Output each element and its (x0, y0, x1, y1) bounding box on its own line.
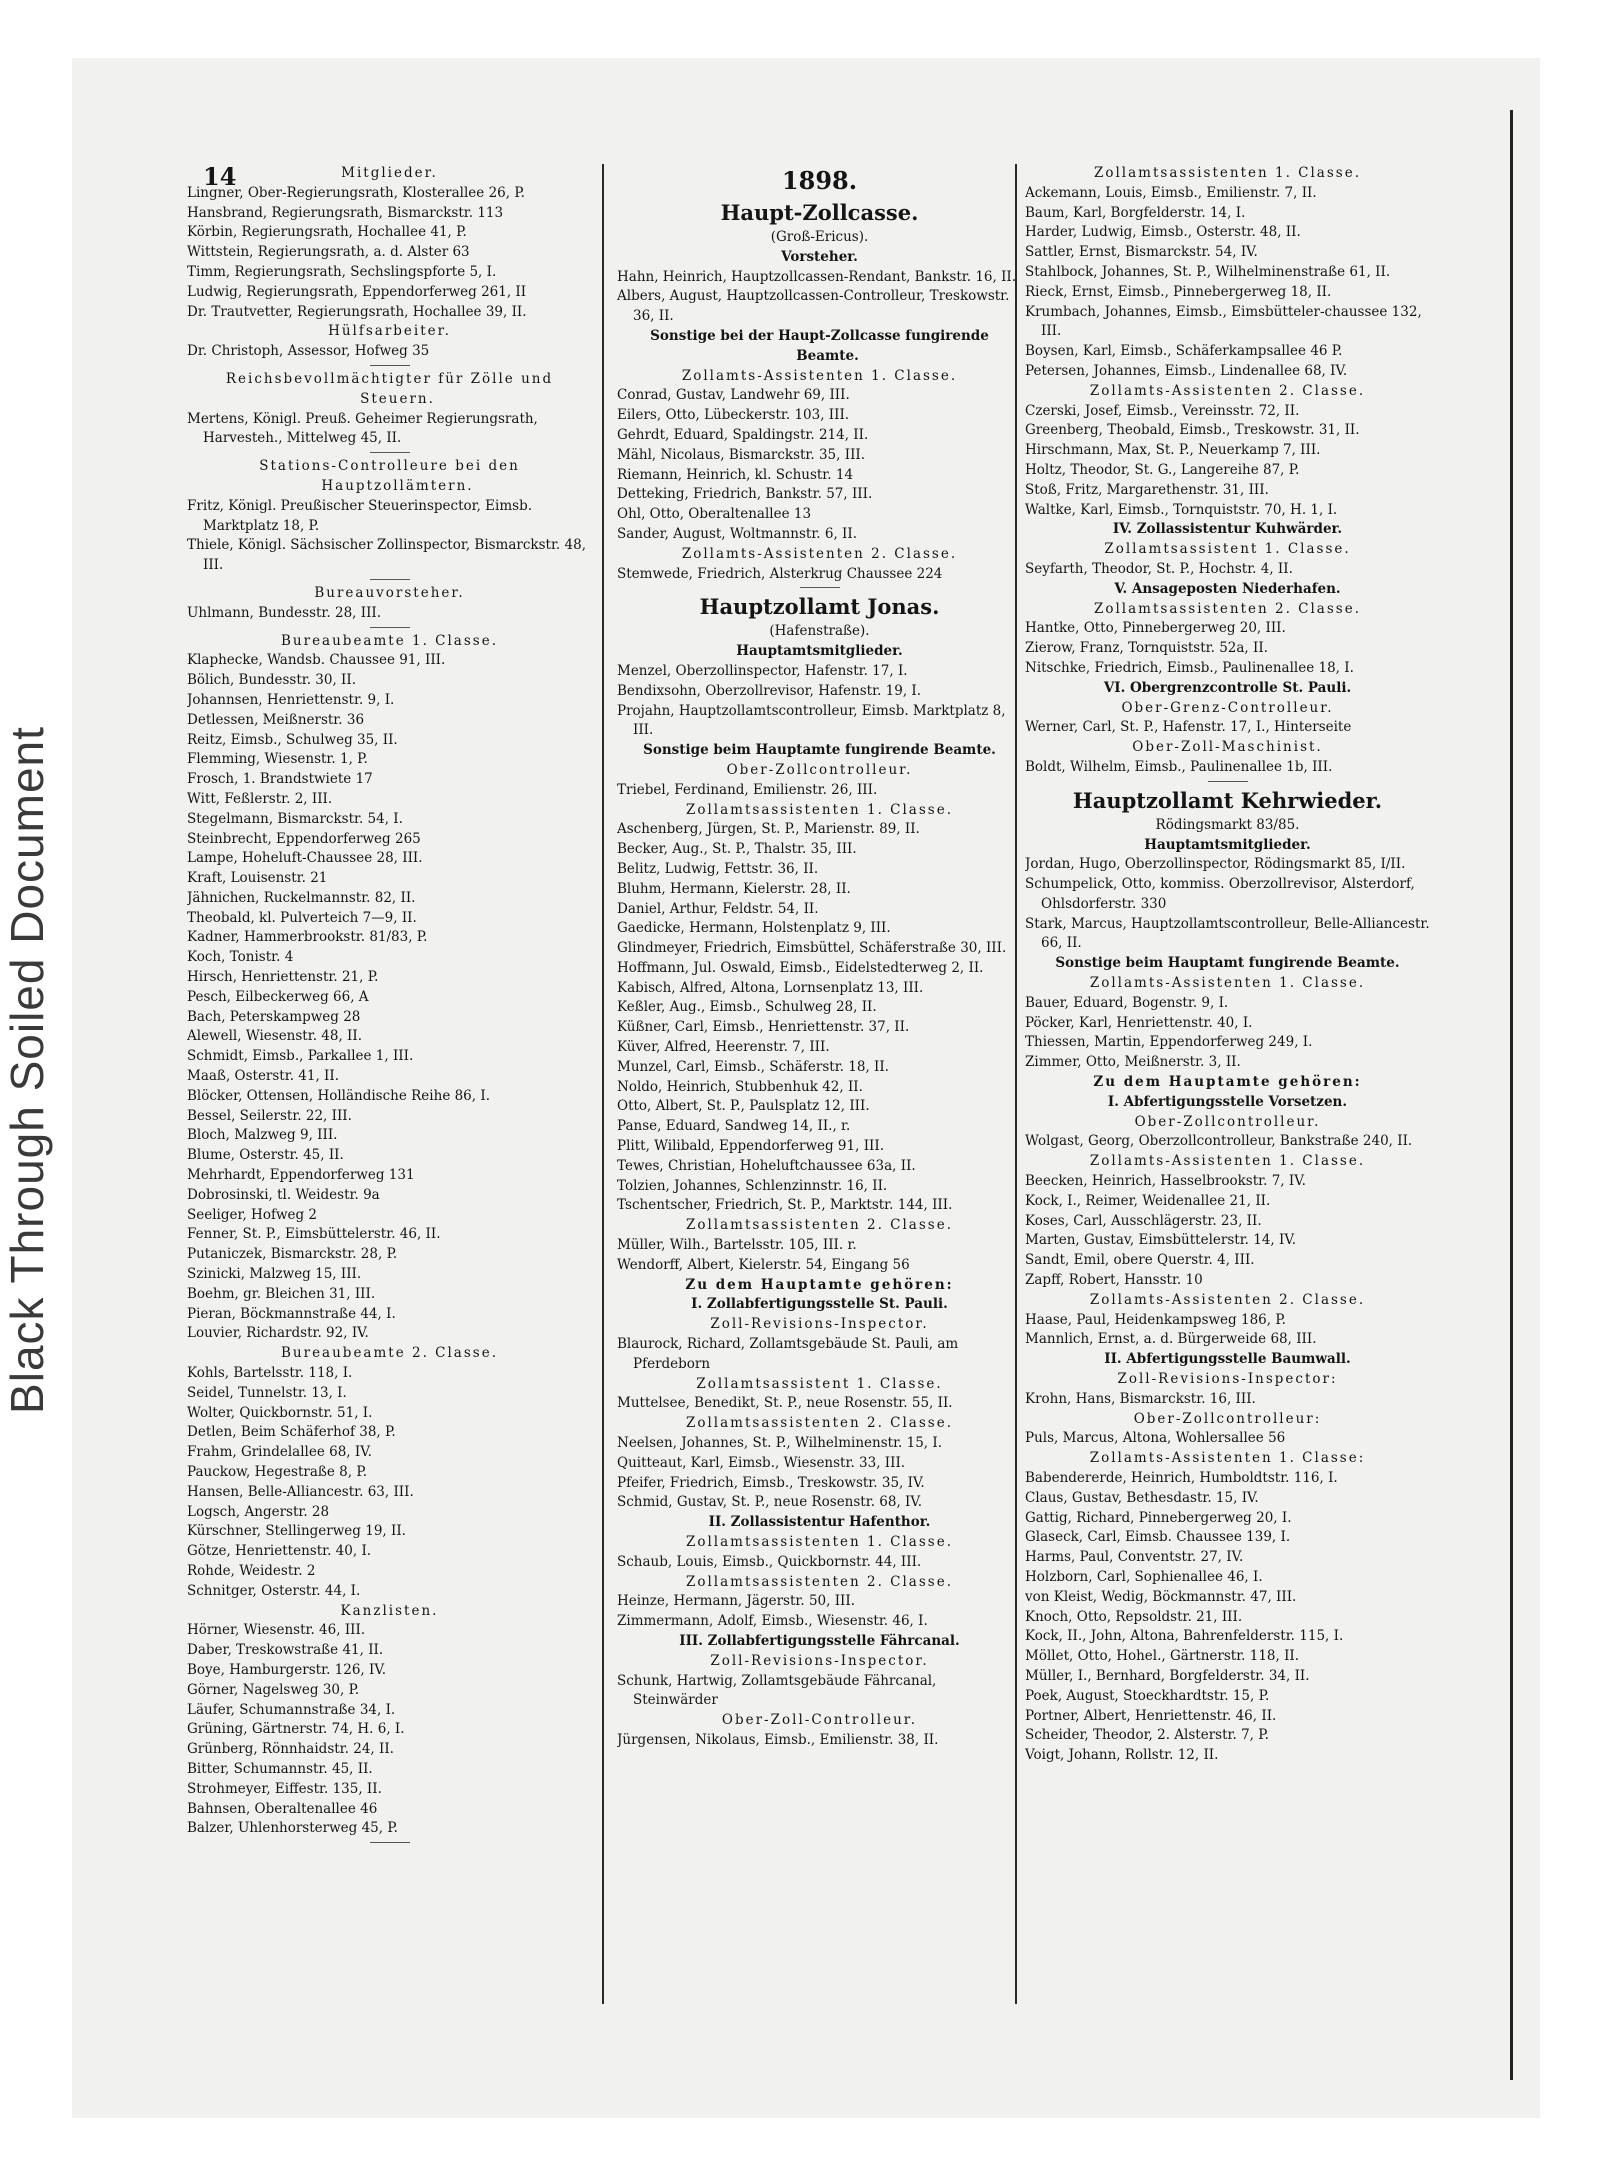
directory-entry: Ludwig, Regierungsrath, Eppendorferweg 261, II (187, 283, 527, 300)
directory-entry: Stark, Marcus, Hauptzollamtscontrolleur, Belle-Alliancestr. 66, II. (1025, 915, 1430, 952)
directory-entry: Glindmeyer, Friedrich, Eimsbüttel, Schäferstraße 30, III. (617, 940, 1007, 957)
directory-entry: Eilers, Otto, Lübeckerstr. 103, III. (617, 407, 850, 424)
directory-entry: Sattler, Ernst, Bismarckstr. 54, IV. (1025, 244, 1258, 261)
directory-entry: Jordan, Hugo, Oberzollinspector, Rödingsmarkt 85, I/II. (1025, 856, 1406, 873)
directory-entry: Voigt, Johann, Rollstr. 12, II. (1025, 1747, 1219, 1764)
directory-entry: Tolzien, Johannes, Schlenzinnstr. 16, II. (617, 1177, 888, 1194)
directory-entry: Kock, I., Reimer, Weidenallee 21, II. (1025, 1192, 1271, 1209)
directory-entry: Gattig, Richard, Pinnebergerweg 20, I. (1025, 1509, 1292, 1526)
directory-entry: Becker, Aug., St. P., Thalstr. 35, III. (617, 841, 857, 858)
directory-entry: Rieck, Ernst, Eimsb., Pinnebergerweg 18, II. (1025, 283, 1332, 300)
directory-entry: Noldo, Heinrich, Stubbenhuk 42, II. (617, 1078, 863, 1095)
directory-entry: Beecken, Heinrich, Hasselbrookstr. 7, IV. (1025, 1173, 1306, 1190)
directory-entry: Hantke, Otto, Pinnebergerweg 20, III. (1025, 620, 1286, 637)
directory-entry: Hirsch, Henriettenstr. 21, P. (187, 969, 379, 986)
section-divider (370, 452, 410, 453)
directory-entry: Steinbrecht, Eppendorferweg 265 (187, 830, 421, 847)
directory-entry: Strohmeyer, Eiffestr. 135, II. (187, 1780, 382, 1797)
directory-entry: Reitz, Eimsb., Schulweg 35, II. (187, 731, 398, 748)
directory-entry: Läufer, Schumannstraße 34, I. (187, 1701, 396, 1718)
directory-entry: Klaphecke, Wandsb. Chaussee 91, III. (187, 652, 446, 669)
directory-entry: Maaß, Osterstr. 41, II. (187, 1068, 340, 1085)
directory-entry: Johannsen, Henriettenstr. 9, I. (187, 691, 395, 708)
subsection-heading: Zollamts-Assistenten 1. Classe: (1089, 1450, 1366, 1467)
directory-entry: Panse, Eduard, Sandweg 14, II., r. (617, 1118, 851, 1135)
directory-entry: Claus, Gustav, Bethesdastr. 15, IV. (1025, 1489, 1259, 1506)
directory-entry: Pfeifer, Friedrich, Eimsb., Treskowstr. 35, IV. (617, 1474, 925, 1491)
section-heading: Sonstige bei der Haupt-Zollcasse fungirende Beamte. (650, 327, 989, 364)
directory-entry: Czerski, Josef, Eimsb., Vereinsstr. 72, II. (1025, 402, 1300, 419)
text-column-right (1025, 164, 1430, 2084)
subsection-heading: Bureauvorsteher. (314, 584, 465, 601)
directory-entry: Blöcker, Ottensen, Holländische Reihe 86, I. (187, 1087, 490, 1104)
directory-entry: Otto, Albert, St. P., Paulsplatz 12, III. (617, 1098, 870, 1115)
directory-entry: von Kleist, Wedig, Böckmannstr. 47, III. (1025, 1588, 1297, 1605)
subsection-heading: Zollamtsassistenten 2. Classe. (685, 1573, 953, 1590)
directory-entry: Alewell, Wiesenstr. 48, II. (187, 1028, 362, 1045)
directory-entry: Grünberg, Rönnhaidstr. 24, II. (187, 1741, 394, 1758)
directory-entry: Mähl, Nicolaus, Bismarckstr. 35, III. (617, 446, 866, 463)
subsection-heading: Zollamts-Assistenten 2. Classe. (1089, 1291, 1366, 1308)
subsection-heading: Zollamtsassistenten 2. Classe. (685, 1415, 953, 1432)
directory-entry: Ackemann, Louis, Eimsb., Emilienstr. 7, II. (1025, 184, 1317, 201)
directory-entry: Schmid, Gustav, St. P., neue Rosenstr. 68, IV. (617, 1494, 923, 1511)
directory-entry: Theobald, kl. Pulverteich 7—9, II. (187, 909, 417, 926)
directory-entry: Wolgast, Georg, Oberzollcontrolleur, Bankstraße 240, II. (1025, 1133, 1413, 1150)
directory-entry: Boye, Hamburgerstr. 126, IV. (187, 1661, 387, 1678)
directory-entry: Aschenberg, Jürgen, St. P., Marienstr. 89, II. (617, 821, 920, 838)
office-heading: Hauptzollamt Kehrwieder. (1072, 787, 1383, 813)
directory-entry: Thiessen, Martin, Eppendorferweg 249, I. (1025, 1034, 1313, 1051)
directory-entry: Krohn, Hans, Bismarckstr. 16, III. (1025, 1390, 1256, 1407)
subsection-heading: Ober-Zollcontrolleur: (1133, 1410, 1322, 1427)
directory-entry: Kohls, Bartelsstr. 118, I. (187, 1365, 353, 1382)
directory-entry: Witt, Feßlerstr. 2, III. (187, 790, 333, 807)
directory-entry: Muttelsee, Benedikt, St. P., neue Rosenstr. 55, II. (617, 1395, 953, 1412)
directory-entry: Frahm, Grindelallee 68, IV. (187, 1444, 372, 1461)
directory-entry: Hahn, Heinrich, Hauptzollcassen-Rendant, Bankstr. 16, II. (617, 268, 1017, 285)
subsection-heading: (Hafenstraße). (769, 623, 870, 640)
directory-entry: Rohde, Weidestr. 2 (187, 1562, 316, 1579)
subsection-heading: Ober-Grenz-Controlleur. (1121, 699, 1334, 716)
directory-entry: Petersen, Johannes, Eimsb., Lindenallee 68, IV. (1025, 362, 1348, 379)
directory-entry: Bluhm, Hermann, Kielerstr. 28, II. (617, 880, 851, 897)
section-heading: Sonstige beim Hauptamt fungirende Beamte. (1055, 955, 1400, 972)
directory-entry: Bitter, Schumannstr. 45, II. (187, 1760, 373, 1777)
subsection-heading: Zollamts-Assistenten 1. Classe. (681, 367, 958, 384)
page-edge-rule (1510, 110, 1513, 2080)
subsection-heading: Zollamtsassistenten 1. Classe. (1093, 165, 1361, 181)
section-heading: I. Zollabfertigungsstelle St. Pauli. (691, 1296, 948, 1313)
subsection-heading: Zollamts-Assistenten 1. Classe. (1089, 1153, 1366, 1170)
directory-entry: Jürgensen, Nikolaus, Eimsb., Emilienstr. 38, II. (617, 1731, 939, 1748)
directory-entry: Sander, August, Woltmannstr. 6, II. (617, 525, 857, 542)
subsection-heading: Reichsbevollmächtigter für Zölle und Steuern. (225, 370, 554, 407)
directory-entry: Seyfarth, Theodor, St. P., Hochstr. 4, II. (1025, 560, 1293, 577)
directory-entry: Portner, Albert, Henriettenstr. 46, II. (1025, 1707, 1277, 1724)
subsection-heading: Zollamtsassistenten 1. Classe. (685, 1534, 953, 1550)
directory-entry: Pöcker, Karl, Henriettenstr. 40, I. (1025, 1014, 1253, 1031)
directory-entry: Heinze, Hermann, Jägerstr. 50, III. (617, 1593, 855, 1610)
directory-entry: Wittstein, Regierungsrath, a. d. Alster 63 (187, 244, 470, 261)
directory-entry: Pieran, Böckmannstraße 44, I. (187, 1305, 396, 1322)
directory-entry: Greenberg, Theobald, Eimsb., Treskowstr. 31, II. (1025, 422, 1360, 439)
subsection-heading: Zoll-Revisions-Inspector: (1117, 1371, 1338, 1388)
directory-entry: Fenner, St. P., Eimsbüttelerstr. 46, II. (187, 1226, 441, 1243)
year-heading: 1898. (781, 166, 858, 195)
subsection-heading: Hülfsarbeiter. (328, 323, 451, 340)
subsection-heading: Zollamts-Assistenten 2. Classe. (681, 545, 958, 562)
directory-entry: Stahlbock, Johannes, St. P., Wilhelminenstraße 61, II. (1025, 263, 1391, 280)
directory-entry: Munzel, Carl, Eimsb., Schäferstr. 18, II. (617, 1058, 889, 1075)
directory-entry: Blaurock, Richard, Zollamtsgebäude St. Pauli, am Pferdeborn (617, 1336, 959, 1372)
directory-entry: Boldt, Wilhelm, Eimsb., Paulinenallee 1b, III. (1025, 758, 1333, 775)
directory-entry: Seeliger, Hofweg 2 (187, 1206, 318, 1223)
directory-entry: Jähnichen, Ruckelmannstr. 82, II. (187, 889, 416, 906)
section-divider (370, 365, 410, 366)
directory-entry: Pesch, Eilbeckerweg 66, A (187, 988, 369, 1005)
directory-entry: Knoch, Otto, Repsoldstr. 21, III. (1025, 1608, 1243, 1625)
directory-entry: Zimmer, Otto, Meißnerstr. 3, II. (1025, 1054, 1241, 1071)
section-divider (800, 587, 840, 588)
directory-entry: Babendererde, Heinrich, Humboldtstr. 116, I. (1025, 1470, 1338, 1486)
directory-entry: Plitt, Wilibald, Eppendorferweg 91, III. (617, 1138, 884, 1155)
directory-entry: Hoffmann, Jul. Oswald, Eimsb., Eidelstedterweg 2, II. (617, 959, 984, 976)
directory-entry: Thiele, Königl. Sächsischer Zollinspector, Bismarckstr. 48, III. (187, 537, 586, 574)
section-heading: II. Abfertigungsstelle Baumwall. (1104, 1351, 1351, 1368)
section-heading: IV. Zollassistentur Kuhwärder. (1112, 521, 1343, 538)
section-divider (370, 1842, 410, 1843)
directory-entry: Flemming, Wiesenstr. 1, P. (187, 751, 368, 768)
directory-entry: Schmidt, Eimsb., Parkallee 1, III. (187, 1048, 414, 1065)
subsection-heading: (Groß-Ericus). (770, 229, 869, 245)
directory-entry: Scheider, Theodor, 2. Alsterstr. 7, P. (1025, 1727, 1269, 1744)
section-heading: Zu dem Hauptamte gehören: (1093, 1074, 1362, 1091)
subsection-heading: Mitglieder. (341, 165, 438, 181)
directory-entry: Neelsen, Johannes, St. P., Wilhelminenstr. 15, I. (617, 1435, 943, 1452)
section-heading: V. Ansageposten Niederhafen. (1114, 580, 1341, 597)
directory-entry: Mannlich, Ernst, a. d. Bürgerweide 68, III. (1025, 1331, 1317, 1348)
directory-entry: Seidel, Tunnelstr. 13, I. (187, 1384, 347, 1401)
directory-entry: Holtz, Theodor, St. G., Langereihe 87, P. (1025, 461, 1300, 478)
directory-entry: Lampe, Hoheluft-Chaussee 28, III. (187, 850, 423, 867)
directory-entry: Boysen, Karl, Eimsb., Schäferkampsallee 46 P. (1025, 343, 1343, 360)
section-heading: Sonstige beim Hauptamte fungirende Beamte. (643, 742, 996, 759)
directory-entry: Bölich, Bundesstr. 30, II. (187, 672, 357, 689)
section-heading: Hauptamtsmitglieder. (1144, 836, 1311, 853)
directory-entry: Zimmermann, Adolf, Eimsb., Wiesenstr. 46, I. (617, 1613, 928, 1630)
directory-entry: Bahnsen, Oberaltenallee 46 (187, 1800, 378, 1817)
directory-entry: Hirschmann, Max, St. P., Neuerkamp 7, III. (1025, 442, 1321, 459)
directory-entry: Wendorff, Albert, Kielerstr. 54, Eingang 56 (617, 1256, 910, 1273)
section-divider (370, 579, 410, 580)
directory-entry: Dr. Christoph, Assessor, Hofweg 35 (187, 343, 430, 360)
directory-entry: Louvier, Richardstr. 92, IV. (187, 1325, 369, 1342)
directory-entry: Koch, Tonistr. 4 (187, 949, 294, 966)
directory-entry: Tschentscher, Friedrich, St. P., Marktstr. 144, III. (617, 1197, 953, 1214)
directory-entry: Schaub, Louis, Eimsb., Quickbornstr. 44, III. (617, 1553, 922, 1570)
directory-entry: Triebel, Ferdinand, Emilienstr. 26, III. (617, 781, 878, 798)
directory-entry: Hörner, Wiesenstr. 46, III. (187, 1622, 366, 1639)
directory-entry: Hansen, Belle-Alliancestr. 63, III. (187, 1483, 414, 1500)
subsection-heading: Zoll-Revisions-Inspector. (710, 1316, 929, 1333)
subsection-heading: Bureaubeamte 1. Classe. (281, 632, 498, 649)
directory-entry: Puls, Marcus, Altona, Wohlersallee 56 (1025, 1430, 1286, 1447)
directory-entry: Werner, Carl, St. P., Hafenstr. 17, I., Hinterseite (1025, 719, 1352, 736)
directory-entry: Müller, I., Bernhard, Borgfelderstr. 34, II. (1025, 1667, 1310, 1684)
text-column-middle (617, 164, 1022, 2084)
directory-entry: Putaniczek, Bismarckstr. 28, P. (187, 1246, 398, 1263)
directory-entry: Riemann, Heinrich, kl. Schustr. 14 (617, 466, 854, 483)
subsection-heading: Zollamtsassistenten 2. Classe. (685, 1217, 953, 1234)
directory-entry: Blume, Osterstr. 45, II. (187, 1147, 344, 1164)
directory-entry: Menzel, Oberzollinspector, Hafenstr. 17, I. (617, 662, 908, 679)
directory-entry: Quitteaut, Karl, Eimsb., Wiesenstr. 33, III. (617, 1454, 906, 1471)
directory-entry: Projahn, Hauptzollamtscontrolleur, Eimsb. Marktplatz 8, III. (617, 702, 1006, 739)
subsection-heading: Ober-Zoll-Maschinist. (1132, 739, 1323, 756)
directory-entry: Schunk, Hartwig, Zollamtsgebäude Fährcanal, Steinwärder (617, 1672, 937, 1709)
section-heading: II. Zollassistentur Hafenthor. (708, 1514, 931, 1531)
directory-entry: Möllet, Otto, Hohel., Gärtnerstr. 118, II. (1025, 1648, 1300, 1665)
directory-entry: Daber, Treskowstraße 41, II. (187, 1642, 384, 1659)
directory-entry: Kürschner, Stellingerweg 19, II. (187, 1523, 406, 1540)
directory-entry: Grüning, Gärtnerstr. 74, H. 6, I. (187, 1721, 405, 1738)
section-heading: Vorsteher. (781, 248, 858, 265)
directory-entry: Conrad, Gustav, Landwehr 69, III. (617, 387, 850, 404)
directory-entry: Holzborn, Carl, Sophienallee 46, I. (1025, 1568, 1263, 1585)
directory-entry: Mehrhardt, Eppendorferweg 131 (187, 1167, 415, 1184)
subsection-heading: Zollamtsassistent 1. Classe. (1104, 541, 1351, 558)
section-heading: Hauptamtsmitglieder. (736, 643, 903, 660)
directory-entry: Zapff, Robert, Hansstr. 10 (1025, 1272, 1203, 1289)
section-heading: Zu dem Hauptamte gehören: (685, 1276, 954, 1293)
directory-entry: Götze, Henriettenstr. 40, I. (187, 1543, 372, 1560)
section-heading: I. Abfertigungsstelle Vorsetzen. (1107, 1093, 1348, 1110)
directory-entry: Gaedicke, Hermann, Holstenplatz 9, III. (617, 920, 891, 937)
directory-entry: Hansbrand, Regierungsrath, Bismarckstr. 113 (187, 204, 504, 221)
directory-entry: Krumbach, Johannes, Eimsb., Eimsbütteler-chaussee 132, III. (1025, 303, 1422, 340)
directory-entry: Baum, Karl, Borgfelderstr. 14, I. (1025, 204, 1246, 221)
directory-entry: Logsch, Angerstr. 28 (187, 1503, 330, 1520)
directory-entry: Frosch, 1. Brandstwiete 17 (187, 771, 373, 788)
directory-entry: Albers, August, Hauptzollcassen-Controlleur, Treskowstr. 36, II. (617, 288, 1010, 325)
subsection-heading: Zollamts-Assistenten 2. Classe. (1089, 382, 1366, 399)
directory-entry: Detlen, Beim Schäferhof 38, P. (187, 1424, 396, 1441)
directory-entry: Stegelmann, Bismarckstr. 54, I. (187, 810, 403, 827)
directory-entry: Uhlmann, Bundesstr. 28, III. (187, 604, 382, 621)
directory-entry: Ohl, Otto, Oberaltenallee 13 (617, 506, 812, 523)
section-divider (1208, 781, 1248, 782)
directory-entry: Waltke, Karl, Eimsb., Tornquiststr. 70, H. 1, I. (1025, 501, 1338, 518)
directory-entry: Harms, Paul, Conventstr. 27, IV. (1025, 1549, 1244, 1566)
office-heading: Hauptzollamt Jonas. (699, 594, 940, 620)
directory-entry: Bauer, Eduard, Bogenstr. 9, I. (1025, 994, 1229, 1011)
subsection-heading: Rödingsmarkt 83/85. (1155, 816, 1300, 833)
directory-entry: Schumpelick, Otto, kommiss. Oberzollrevisor, Alsterdorf, Ohlsdorferstr. 330 (1025, 876, 1415, 912)
directory-entry: Keßler, Aug., Eimsb., Schulweg 28, II. (617, 999, 877, 1016)
subsection-heading: Ober-Zoll-Controlleur. (721, 1712, 918, 1729)
section-heading: III. Zollabfertigungsstelle Fährcanal. (679, 1632, 960, 1649)
directory-entry: Balzer, Uhlenhorsterweg 45, P. (187, 1820, 398, 1837)
directory-entry: Wolter, Quickbornstr. 51, I. (187, 1404, 373, 1421)
directory-entry: Dr. Trautvetter, Regierungsrath, Hochallee 39, II. (187, 303, 527, 320)
subsection-heading: Zollamts-Assistenten 1. Classe. (1089, 975, 1366, 992)
text-column-left (187, 164, 592, 2084)
directory-entry: Gehrdt, Eduard, Spaldingstr. 214, II. (617, 426, 869, 443)
directory-entry: Detlessen, Meißnerstr. 36 (187, 711, 365, 728)
directory-entry: Sandt, Emil, obere Querstr. 4, III. (1025, 1252, 1255, 1269)
directory-entry: Kock, II., John, Altona, Bahrenfelderstr. 115, I. (1025, 1628, 1344, 1645)
subsection-heading: Zollamtsassistent 1. Classe. (696, 1375, 943, 1392)
directory-entry: Mertens, Königl. Preuß. Geheimer Regierungsrath, Harvesteh., Mittelweg 45, II. (187, 410, 538, 447)
directory-entry: Boehm, gr. Bleichen 31, III. (187, 1285, 376, 1302)
subsection-heading: Zollamtsassistenten 1. Classe. (685, 801, 953, 818)
directory-entry: Marten, Gustav, Eimsbüttelerstr. 14, IV. (1025, 1232, 1297, 1249)
directory-entry: Fritz, Königl. Preußischer Steuerinspector, Eimsb. Marktplatz 18, P. (187, 497, 533, 534)
directory-entry: Schnitger, Osterstr. 44, I. (187, 1582, 361, 1599)
directory-entry: Görner, Nagelsweg 30, P. (187, 1681, 360, 1698)
directory-entry: Szinicki, Malzweg 15, III. (187, 1266, 362, 1283)
directory-entry: Harder, Ludwig, Eimsb., Osterstr. 48, II. (1025, 224, 1301, 241)
subsection-heading: Kanzlisten. (340, 1602, 439, 1619)
column-divider (602, 164, 604, 2004)
directory-entry: Stoß, Fritz, Margarethenstr. 31, III. (1025, 481, 1269, 498)
subsection-heading: Ober-Zollcontrolleur. (726, 761, 913, 778)
directory-entry: Timm, Regierungsrath, Sechslingspforte 5, I. (187, 263, 497, 280)
section-heading: VI. Obergrenzcontrolle St. Pauli. (1103, 679, 1352, 696)
directory-entry: Bach, Peterskampweg 28 (187, 1008, 361, 1025)
section-divider (370, 627, 410, 628)
directory-entry: Tewes, Christian, Hoheluftchaussee 63a, II. (617, 1157, 916, 1174)
directory-entry: Lingner, Ober-Regierungsrath, Klosterallee 26, P. (187, 184, 525, 201)
directory-entry: Bloch, Malzweg 9, III. (187, 1127, 338, 1144)
page-number: 14 (203, 162, 237, 191)
subsection-heading: Zoll-Revisions-Inspector. (710, 1652, 929, 1669)
directory-entry: Zierow, Franz, Tornquiststr. 52a, II. (1025, 640, 1268, 657)
subsection-heading: Bureaubeamte 2. Classe. (281, 1345, 498, 1362)
directory-entry: Küßner, Carl, Eimsb., Henriettenstr. 37, II. (617, 1019, 910, 1036)
directory-entry: Kraft, Louisenstr. 21 (187, 870, 328, 887)
office-heading: Haupt-Zollcasse. (720, 200, 919, 225)
directory-entry: Nitschke, Friedrich, Eimsb., Paulinenallee 18, I. (1025, 659, 1354, 676)
directory-entry: Kabisch, Alfred, Altona, Lornsenplatz 13, III. (617, 979, 924, 996)
directory-entry: Poek, August, Stoeckhardtstr. 15, P. (1025, 1687, 1270, 1704)
watermark-text: Black Through Soiled Document (1, 726, 53, 1414)
directory-entry: Pauckow, Hegestraße 8, P. (187, 1464, 367, 1480)
subsection-heading: Stations-Controlleure bei den Hauptzollämtern. (259, 458, 520, 494)
directory-entry: Dobrosinski, tl. Weidestr. 9a (187, 1186, 380, 1203)
directory-entry: Stemwede, Friedrich, Alsterkrug Chaussee 224 (617, 565, 943, 582)
directory-entry: Koses, Carl, Ausschlägerstr. 23, II. (1025, 1212, 1262, 1229)
subsection-heading: Zollamtsassistenten 2. Classe. (1093, 600, 1361, 617)
directory-entry: Glaseck, Carl, Eimsb. Chaussee 139, I. (1025, 1529, 1291, 1546)
directory-entry: Körbin, Regierungsrath, Hochallee 41, P. (187, 224, 467, 241)
subsection-heading: Ober-Zollcontrolleur. (1134, 1113, 1321, 1130)
directory-entry: Küver, Alfred, Heerenstr. 7, III. (617, 1039, 830, 1056)
directory-entry: Kadner, Hammerbrookstr. 81/83, P. (187, 929, 428, 946)
directory-entry: Daniel, Arthur, Feldstr. 54, II. (617, 900, 819, 917)
directory-entry: Bessel, Seilerstr. 22, III. (187, 1107, 352, 1124)
directory-entry: Haase, Paul, Heidenkampsweg 186, P. (1025, 1311, 1286, 1328)
directory-entry: Müller, Wilh., Bartelsstr. 105, III. r. (617, 1237, 857, 1254)
directory-entry: Belitz, Ludwig, Fettstr. 36, II. (617, 860, 819, 877)
directory-entry: Bendixsohn, Oberzollrevisor, Hafenstr. 19, I. (617, 682, 922, 699)
directory-entry: Detteking, Friedrich, Bankstr. 57, III. (617, 486, 873, 503)
